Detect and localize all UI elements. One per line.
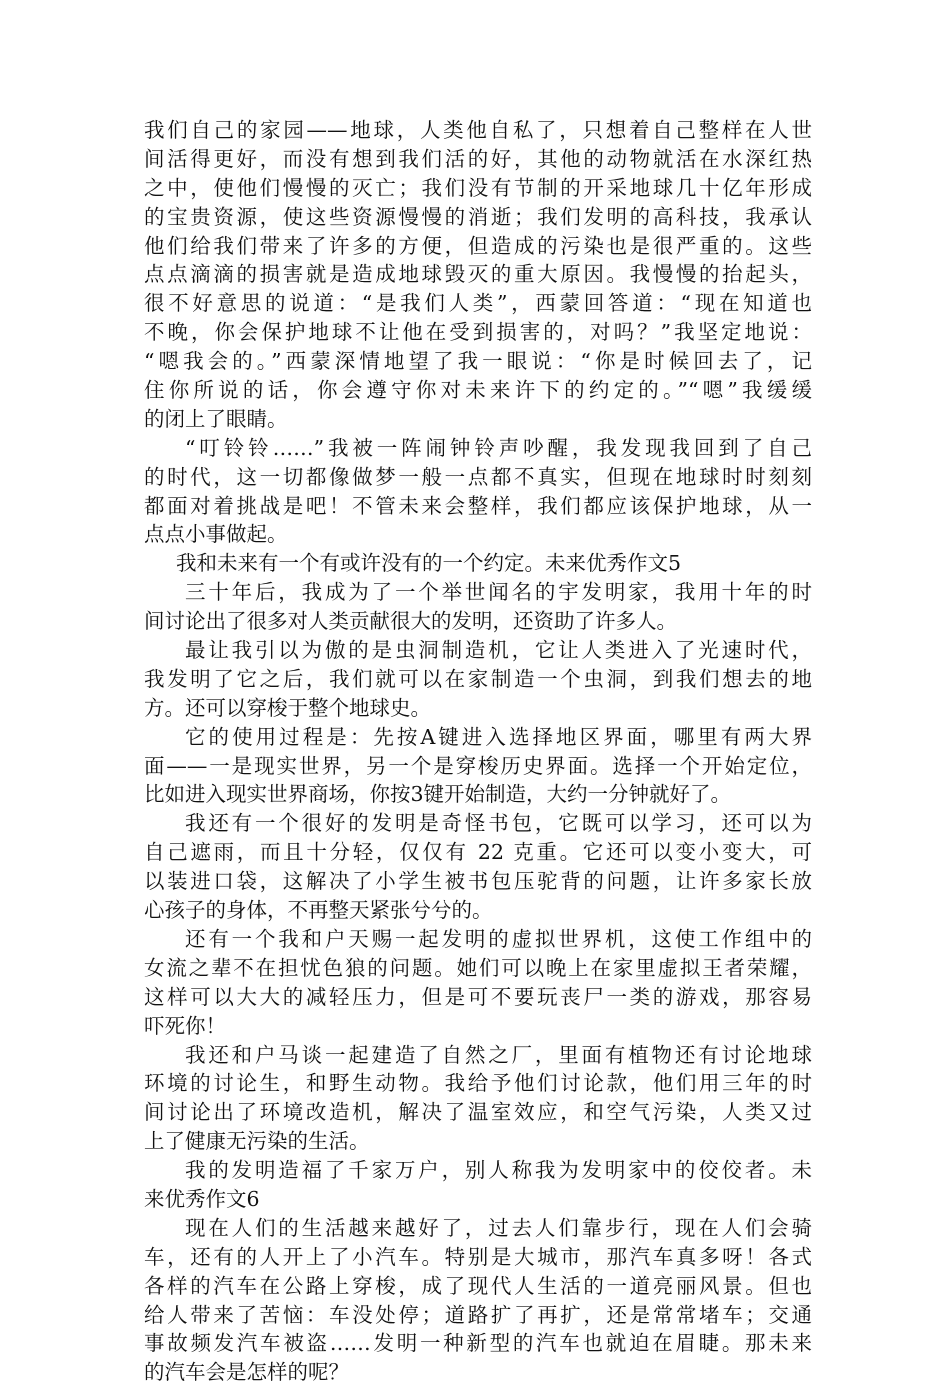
text-line: 心孩子的身体，不再整天紧张兮兮的。 bbox=[144, 898, 493, 923]
text-line: 这样可以大大的减轻压力，但是可不要玩丧尸一类的游戏，那容易 bbox=[144, 984, 812, 1009]
text-line: 女流之辈不在担忧色狼的问题。她们可以晚上在家里虚拟王者荣耀， bbox=[144, 955, 812, 980]
paragraph-first-line: 我还有一个很好的发明是奇怪书包，它既可以学习，还可以为 bbox=[185, 811, 812, 836]
text-line: 我发明了它之后，我们就可以在家制造一个虫洞，到我们想去的地 bbox=[144, 666, 812, 691]
paragraph-first-line: 现在人们的生活越来越好了，过去人们靠步行，现在人们会骑 bbox=[185, 1215, 812, 1240]
text-line: 间讨论出了很多对人类贡献很大的发明，还资助了许多人。 bbox=[144, 609, 677, 634]
text-line: 间活得更好，而没有想到我们活的好，其他的动物就活在水深红热 bbox=[144, 146, 812, 171]
paragraph-first-line: 我还和户马谈一起建造了自然之厂，里面有植物还有讨论地球 bbox=[185, 1042, 812, 1067]
paragraph-first-line: 最让我引以为傲的是虫洞制造机，它让人类进入了光速时代， bbox=[185, 638, 812, 663]
text-line: 事故频发汽车被盗……发明一种新型的汽车也就迫在眉睫。那未来 bbox=[144, 1331, 812, 1356]
text-line: 他们给我们带来了许多的方便，但造成的污染也是很严重的。这些 bbox=[144, 233, 812, 258]
paragraph-first-line: 我的发明造福了千家万户，别人称我为发明家中的佼佼者。未 bbox=[185, 1158, 812, 1183]
text-line: 车，还有的人开上了小汽车。特别是大城市，那汽车真多呀！各式 bbox=[144, 1244, 812, 1269]
text-line: 的宝贵资源，使这些资源慢慢的消逝；我们发明的高科技，我承认 bbox=[144, 204, 812, 229]
text-line: 间讨论出了环境改造机，解决了温室效应，和空气污染，人类又过 bbox=[144, 1100, 812, 1125]
text-line: 点点滴滴的损害就是造成地球毁灭的重大原因。我慢慢的抬起头， bbox=[144, 262, 812, 287]
text-line: 上了健康无污染的生活。 bbox=[144, 1129, 370, 1154]
paragraph-first-line: “叮铃铃……”我被一阵闹钟铃声吵醒，我发现我回到了自己 bbox=[185, 435, 812, 460]
text-line: 以装进口袋，这解决了小学生被书包压驼背的问题，让许多家长放 bbox=[144, 869, 812, 894]
text-line: 我们自己的家园——地球，人类他自私了，只想着自己整样在人世 bbox=[144, 118, 812, 142]
section-heading: 我和未来有一个有或许没有的一个约定。未来优秀作文5 bbox=[176, 551, 682, 576]
paragraph-first-line: 三十年后，我成为了一个举世闻名的宇发明家，我用十年的时 bbox=[185, 580, 812, 605]
text-line: 之中，使他们慢慢的灭亡；我们没有节制的开采地球几十亿年形成 bbox=[144, 175, 812, 200]
text-line: 很不好意思的说道：“是我们人类”，西蒙回答道：“现在知道也 bbox=[144, 291, 812, 316]
document-page bbox=[144, 116, 812, 1387]
text-line: 自己遮雨，而且十分轻，仅仅有 22 克重。它还可以变小变大，可 bbox=[144, 840, 812, 865]
text-line: 住你所说的话，你会遵守你对未来许下的约定的。”“嗯”我缓缓 bbox=[144, 378, 812, 403]
text-line: 来优秀作文6 bbox=[144, 1186, 260, 1211]
text-line: 面——一是现实世界，另一个是穿梭历史界面。选择一个开始定位， bbox=[144, 753, 812, 778]
text-line: 的汽车会是怎样的呢？ bbox=[144, 1360, 349, 1385]
text-line: 方。还可以穿梭于整个地球史。 bbox=[144, 695, 431, 720]
text-line: “嗯我会的。”西蒙深情地望了我一眼说：“你是时候回去了，记 bbox=[144, 349, 812, 374]
text-line: 比如进入现实世界商场，你按3键开始制造，大约一分钟就好了。 bbox=[144, 782, 732, 807]
paragraph-first-line: 还有一个我和户天赐一起发明的虚拟世界机，这使工作组中的 bbox=[185, 926, 812, 951]
text-line: 各样的汽车在公路上穿梭，成了现代人生活的一道亮丽风景。但也 bbox=[144, 1273, 812, 1298]
text-line: 的闭上了眼睛。 bbox=[144, 406, 288, 431]
text-line: 吓死你！ bbox=[144, 1013, 226, 1038]
text-line: 环境的讨论生，和野生动物。我给予他们讨论款，他们用三年的时 bbox=[144, 1071, 812, 1096]
text-line: 的时代，这一切都像做梦一般一点都不真实，但现在地球时时刻刻 bbox=[144, 464, 812, 489]
paragraph-first-line: 它的使用过程是：先按A键进入选择地区界面，哪里有两大界 bbox=[185, 724, 812, 749]
text-line: 点点小事做起。 bbox=[144, 522, 288, 547]
text-line: 不晚，你会保护地球不让他在受到损害的，对吗？”我坚定地说： bbox=[144, 320, 812, 345]
text-line: 都面对着挑战是吧！不管未来会整样，我们都应该保护地球，从一 bbox=[144, 493, 812, 518]
text-line: 给人带来了苦恼：车没处停；道路扩了再扩，还是常常堵车；交通 bbox=[144, 1302, 812, 1327]
